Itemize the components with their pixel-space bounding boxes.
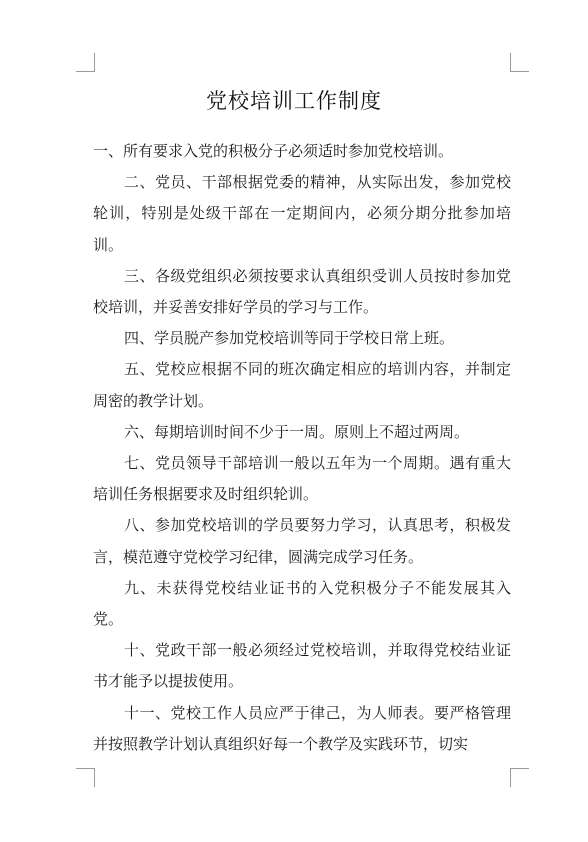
margin-corner-mark-bottom-left xyxy=(76,768,95,787)
paragraph-4: 四、学员脱产参加党校培训等同于学校日常上班。 xyxy=(124,329,455,348)
document-title: 党校培训工作制度 xyxy=(206,89,382,113)
margin-corner-mark-bottom-right xyxy=(510,768,529,787)
paragraph-10: 十、党政干部一般必须经过党校培训，并取得党校结业证书才能予以提拔使用。 xyxy=(93,641,511,691)
paragraph-5: 五、党校应根据不同的班次确定相应的培训内容，并制定周密的教学计划。 xyxy=(93,360,511,410)
paragraph-1: 一、所有要求入党的积极分子必须适时参加党校培训。 xyxy=(93,142,454,160)
paragraph-6: 六、每期培训时间不少于一周。原则上不超过两周。 xyxy=(124,422,470,441)
paragraph-7: 七、党员领导干部培训一般以五年为一个周期。遇有重大培训任务根据要求及时组织轮训。 xyxy=(93,454,511,504)
document-body xyxy=(93,136,511,760)
paragraph-9: 九、未获得党校结业证书的入党积极分子不能发展其入党。 xyxy=(93,578,511,629)
paragraph-3: 三、各级党组织必须按要求认真组织受训人员按时参加党校培训，并妥善安排好学员的学习与工作。 xyxy=(93,266,511,317)
paragraph-8: 八、参加党校培训的学员要努力学习，认真思考，积极发言，模范遵守党校学习纪律，圆满完成学习任务。 xyxy=(93,516,511,566)
margin-corner-mark-top-left xyxy=(76,53,95,72)
paragraph-11: 十一、党校工作人员应严于律己，为人师表。要严格管理并按照教学计划认真组织好每一个教学及实践环节，切实 xyxy=(93,703,511,753)
paragraph-2: 二、党员、干部根据党委的精神，从实际出发，参加党校轮训，特别是处级干部在一定期间内，必须分期分批参加培训。 xyxy=(93,173,511,254)
margin-corner-mark-top-right xyxy=(510,53,529,72)
